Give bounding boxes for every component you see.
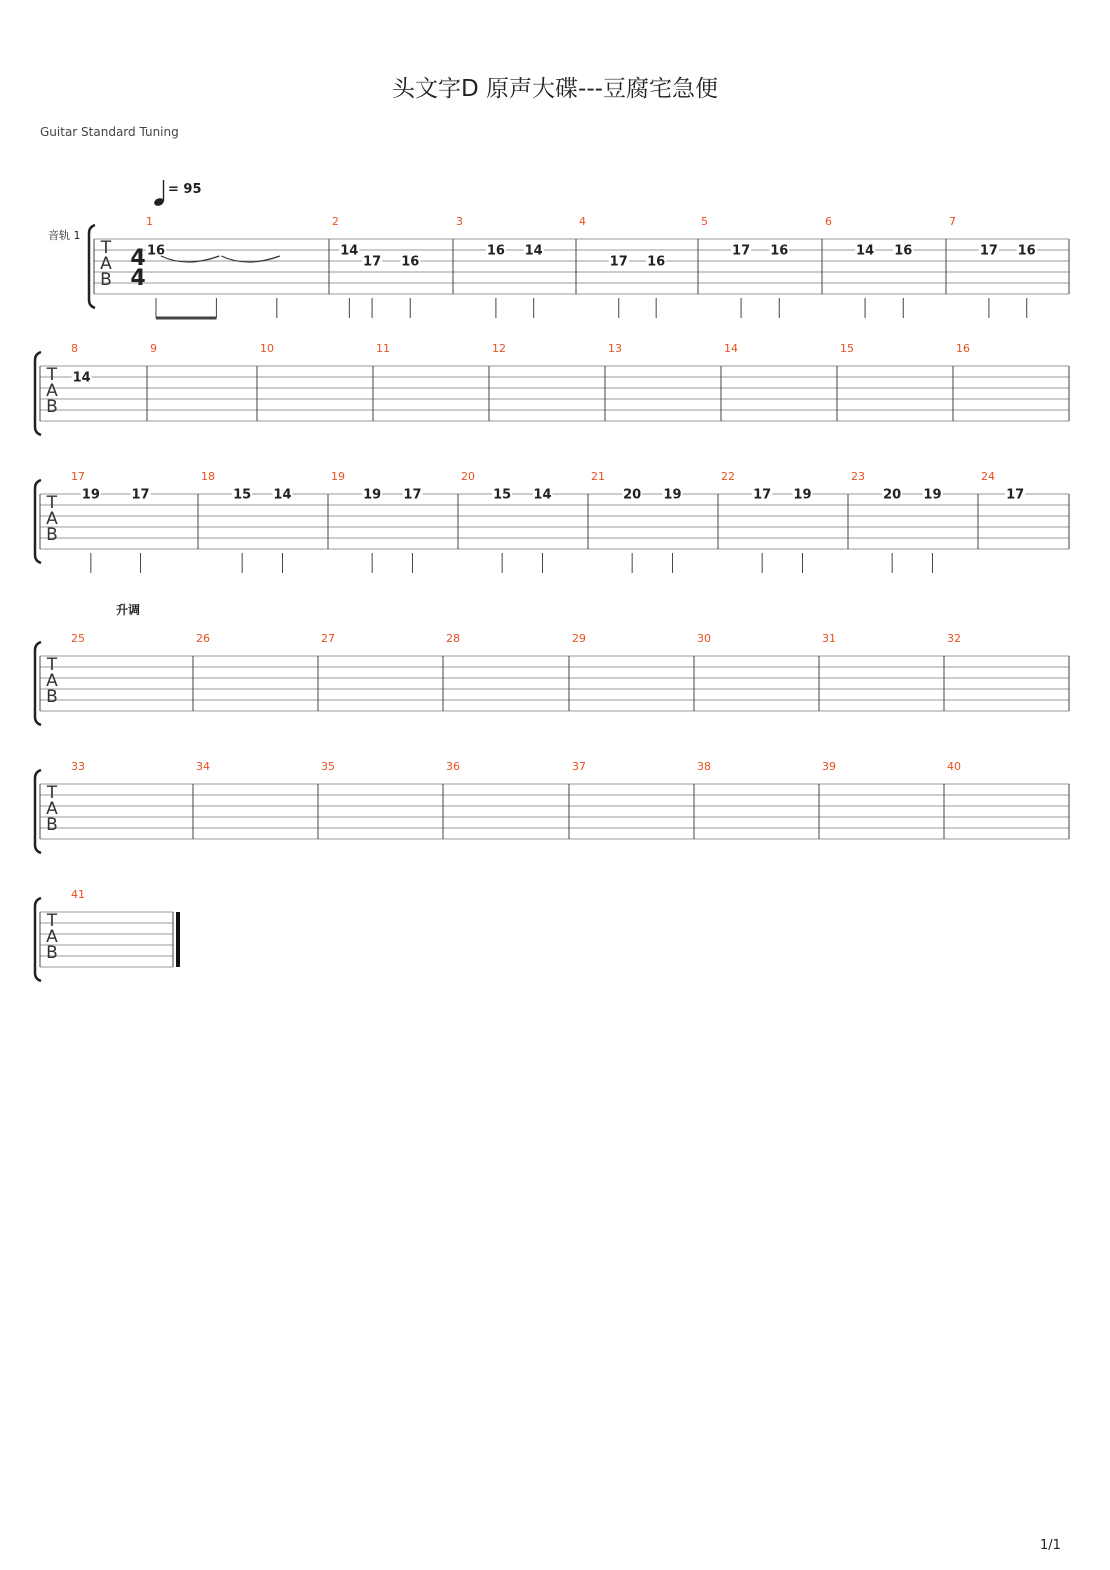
tab-system bbox=[89, 225, 1069, 318]
fret-number: 15 bbox=[233, 487, 252, 503]
tab-system bbox=[35, 770, 1069, 853]
measure-number: 12 bbox=[492, 342, 506, 355]
fret-number: 14 bbox=[533, 487, 552, 503]
tab-clef-letter: B bbox=[46, 815, 58, 835]
fret-number: 16 bbox=[1017, 243, 1036, 259]
fret-number: 17 bbox=[1006, 487, 1025, 503]
measure-number: 40 bbox=[947, 760, 961, 773]
tab-clef-letter: T bbox=[46, 493, 58, 513]
measure-number: 27 bbox=[321, 632, 335, 645]
fret-number: 19 bbox=[363, 487, 382, 503]
fret-number: 14 bbox=[273, 487, 292, 503]
final-barline bbox=[176, 912, 180, 967]
measure-number: 25 bbox=[71, 632, 85, 645]
fret-number: 20 bbox=[883, 487, 902, 503]
tempo-marking: = 95 bbox=[168, 182, 202, 197]
section-text: 升调 bbox=[116, 603, 141, 617]
score-title: 头文字D 原声大碟---豆腐宅急便 bbox=[392, 76, 718, 102]
measure-number: 8 bbox=[71, 342, 78, 355]
fret-number: 16 bbox=[647, 254, 666, 270]
fret-number: 16 bbox=[894, 243, 913, 259]
measure-number: 37 bbox=[572, 760, 586, 773]
measure-number: 34 bbox=[196, 760, 210, 773]
measure-number: 4 bbox=[579, 215, 586, 228]
tuning-label: Guitar Standard Tuning bbox=[40, 125, 179, 139]
measure-number: 30 bbox=[697, 632, 711, 645]
measure-number: 41 bbox=[71, 888, 85, 901]
tab-clef-letter: A bbox=[46, 671, 58, 691]
tab-clef-letter: T bbox=[46, 783, 58, 803]
fret-number: 17 bbox=[403, 487, 422, 503]
measure-number: 35 bbox=[321, 760, 335, 773]
tab-clef-letter: B bbox=[100, 270, 112, 290]
fret-number: 17 bbox=[979, 243, 998, 259]
measure-number: 19 bbox=[331, 470, 345, 483]
fret-number: 16 bbox=[146, 243, 166, 259]
track-label: 音轨 1 bbox=[48, 229, 81, 242]
tab-system bbox=[35, 480, 1069, 573]
fret-number: 19 bbox=[923, 487, 942, 503]
tab-clef-letter: T bbox=[100, 238, 112, 258]
tab-clef-letter: B bbox=[46, 943, 58, 963]
measure-number: 1 bbox=[146, 215, 153, 228]
measure-number: 14 bbox=[724, 342, 738, 355]
fret-number: 19 bbox=[663, 487, 682, 503]
measure-number: 23 bbox=[851, 470, 865, 483]
tab-clef-letter: T bbox=[46, 911, 58, 931]
measure-number: 31 bbox=[822, 632, 836, 645]
fret-number: 19 bbox=[793, 487, 812, 503]
tab-system bbox=[35, 642, 1069, 725]
fret-number: 19 bbox=[81, 487, 100, 503]
tab-clef-letter: B bbox=[46, 525, 58, 545]
measure-number: 39 bbox=[822, 760, 836, 773]
fret-number: 17 bbox=[732, 243, 751, 259]
measure-number: 7 bbox=[949, 215, 956, 228]
fret-number: 14 bbox=[856, 243, 875, 259]
measure-number: 5 bbox=[701, 215, 708, 228]
measure-number: 11 bbox=[376, 342, 390, 355]
tab-clef-letter: A bbox=[46, 927, 58, 947]
fret-number: 14 bbox=[72, 370, 91, 386]
measure-number: 33 bbox=[71, 760, 85, 773]
measure-number: 26 bbox=[196, 632, 210, 645]
measure-number: 13 bbox=[608, 342, 622, 355]
measure-number: 17 bbox=[71, 470, 85, 483]
fret-number: 17 bbox=[609, 254, 628, 270]
measure-number: 36 bbox=[446, 760, 460, 773]
fret-number: 16 bbox=[770, 243, 789, 259]
tab-system bbox=[35, 352, 1069, 435]
tab-clef-letter: B bbox=[46, 687, 58, 707]
measure-number: 9 bbox=[150, 342, 157, 355]
fret-number: 17 bbox=[363, 254, 382, 270]
measure-number: 10 bbox=[260, 342, 274, 355]
measure-number: 6 bbox=[825, 215, 832, 228]
tab-clef-letter: A bbox=[46, 381, 58, 401]
measure-number: 28 bbox=[446, 632, 460, 645]
tab-clef-letter: A bbox=[100, 254, 112, 274]
time-signature-numerator: 4 bbox=[130, 246, 146, 271]
fret-number: 17 bbox=[131, 487, 150, 503]
fret-number: 17 bbox=[753, 487, 772, 503]
tab-clef-letter: A bbox=[46, 799, 58, 819]
fret-number: 14 bbox=[524, 243, 543, 259]
fret-number: 16 bbox=[486, 243, 505, 259]
measure-number: 16 bbox=[956, 342, 970, 355]
measure-number: 20 bbox=[461, 470, 475, 483]
tab-clef-letter: B bbox=[46, 397, 58, 417]
measure-number: 24 bbox=[981, 470, 995, 483]
measure-number: 15 bbox=[840, 342, 854, 355]
page-number: 1/1 bbox=[1040, 1538, 1061, 1553]
measure-number: 32 bbox=[947, 632, 961, 645]
fret-number: 16 bbox=[401, 254, 420, 270]
tab-clef-letter: A bbox=[46, 509, 58, 529]
time-signature-denominator: 4 bbox=[130, 266, 146, 291]
fret-number: 20 bbox=[623, 487, 642, 503]
fret-number: 14 bbox=[340, 243, 359, 259]
tab-clef-letter: T bbox=[46, 655, 58, 675]
measure-number: 29 bbox=[572, 632, 586, 645]
measure-number: 2 bbox=[332, 215, 339, 228]
fret-number: 15 bbox=[493, 487, 512, 503]
measure-number: 22 bbox=[721, 470, 735, 483]
measure-number: 38 bbox=[697, 760, 711, 773]
measure-number: 21 bbox=[591, 470, 605, 483]
tab-clef-letter: T bbox=[46, 365, 58, 385]
measure-number: 18 bbox=[201, 470, 215, 483]
measure-number: 3 bbox=[456, 215, 463, 228]
